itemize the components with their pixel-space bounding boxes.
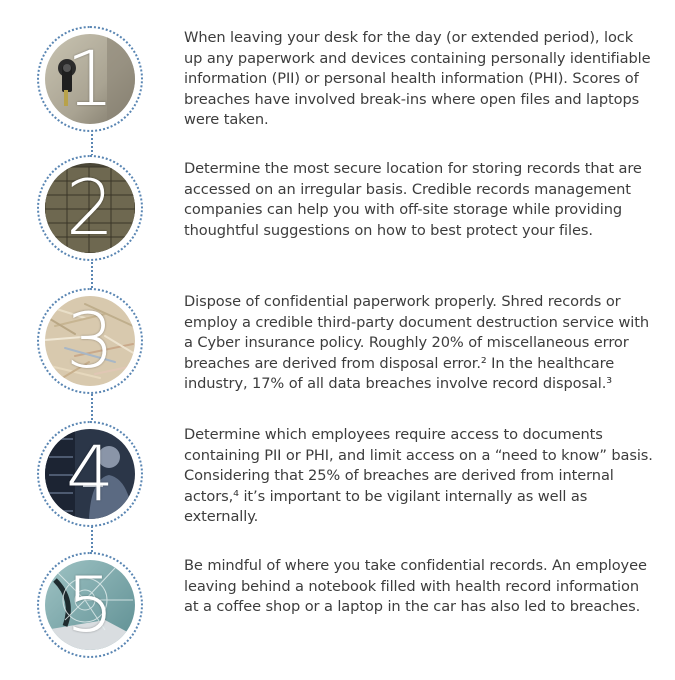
person-at-file-shelves-photo xyxy=(45,429,135,519)
step-2-number: 2 xyxy=(65,163,115,252)
step-3-circle xyxy=(37,288,143,394)
broken-car-window-photo xyxy=(45,560,135,650)
step-1-circle xyxy=(37,26,143,132)
step-4-circle xyxy=(37,421,143,527)
step-3-number: 3 xyxy=(65,296,115,385)
step-2-text: Determine the most secure location for storing records that are accessed on an irregular basis. Credible records management companies can help you with off-site storage while providing thoughtful suggestions on how to best protect your files. xyxy=(184,160,642,239)
step-2-circle xyxy=(37,155,143,261)
step-5-circle xyxy=(37,552,143,658)
step-3-text: Dispose of confidential paperwork properly. Shred records or employ a credible third-party document destruction service with a Cyber insurance policy. Roughly 20% of miscellaneous error breaches are derived from disposal error.² In the healthcare industry, 17% of all data breaches involve record disposal.³ xyxy=(184,293,650,392)
safe-deposit-boxes-photo xyxy=(45,163,135,253)
step-1-number: 1 xyxy=(65,34,115,123)
step-4-text: Determine which employees require access to documents containing PII or PHI, and limit access on a “need to know” basis. Considering that 25% of breaches are derived from internal actors,⁴ it’s important to be vigilant internally as well as externally. xyxy=(184,426,653,525)
step-4-number: 4 xyxy=(65,429,115,518)
step-5-text: Be mindful of where you take confidential records. An employee leaving behind a notebook filled with health record information at a coffee shop or a laptop in the car has also led to breaches. xyxy=(184,557,647,615)
key-in-lock-photo xyxy=(45,34,135,124)
shredded-paper-photo xyxy=(45,296,135,386)
step-5-number: 5 xyxy=(65,560,115,649)
step-1-text: When leaving your desk for the day (or extended period), lock up any paperwork and devices containing personally identifiable information (PII) or personal health information (PHI). Scores of breaches have involved break-ins where open files and laptops were taken. xyxy=(184,29,651,128)
